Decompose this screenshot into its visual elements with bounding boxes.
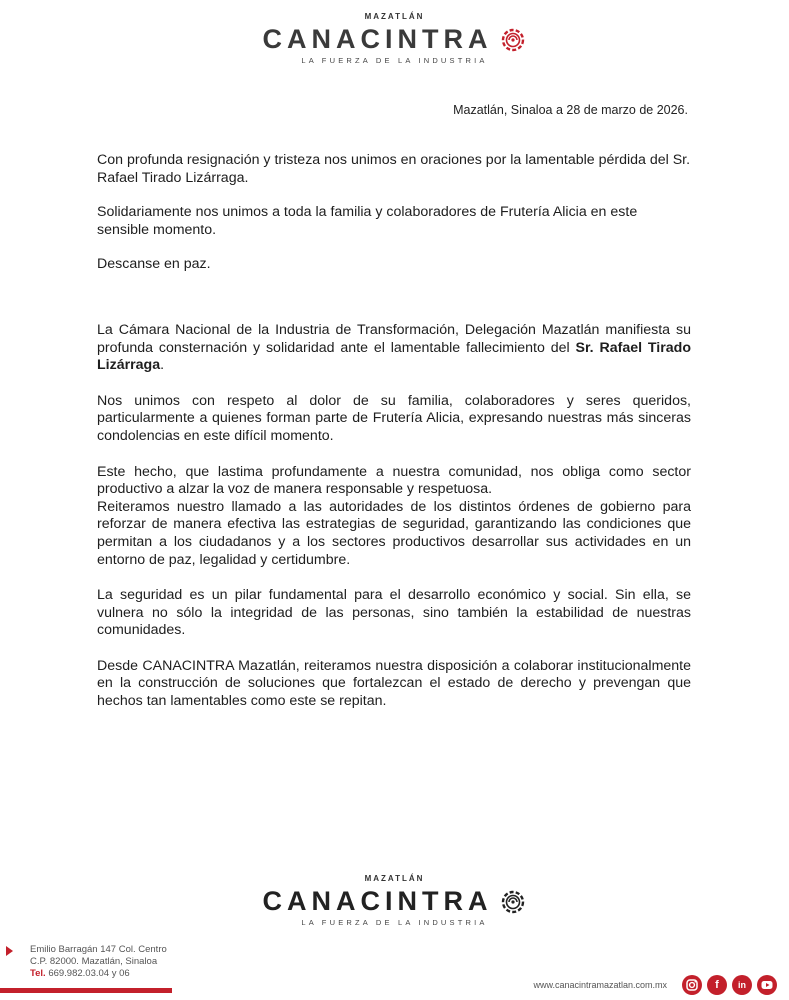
address-line-2: C.P. 82000. Mazatlán, Sinaloa — [30, 956, 158, 967]
date-line: Mazatlán, Sinaloa a 28 de marzo de 2026. — [453, 103, 688, 117]
footer-logo-brand: CANACINTRA — [262, 886, 493, 916]
footer-logo-tagline: LA FUERZA DE LA INDUSTRIA — [301, 918, 488, 927]
linkedin-icon[interactable]: in — [732, 975, 752, 995]
paragraph-chamber-statement — [97, 322, 691, 375]
footer-logo-row — [263, 886, 527, 917]
chamber-statement-end: . — [160, 357, 165, 374]
paragraph-security: La seguridad es un pilar fundamental para el desarrollo económico y social. Sin ella, se vulnera no sólo la integridad de las personas, sino también la estabilidad de nuestras comunidades. — [97, 587, 691, 639]
location-marker-icon — [6, 946, 13, 956]
paragraph-condolence-prayer: Con profunda resignación y tristeza nos unimos en oraciones por la lamentable pérdida del Sr. Rafael Tirado Lizárraga. — [97, 152, 691, 186]
footer-logo-city: MAZATLÁN — [364, 874, 425, 883]
header-logo — [0, 12, 789, 65]
chamber-statement-text: La Cámara Nacional de la Industria de Transformación, Delegación Mazatlán manifiesta su profunda consternación y solidaridad ante el lamentable fallecimiento del — [97, 321, 691, 356]
youtube-icon[interactable] — [757, 975, 777, 995]
facebook-icon[interactable]: f — [707, 975, 727, 995]
paragraph-community-impact: Este hecho, que lastima profundamente a nuestra comunidad, nos obliga como sector productivo a alzar la voz de manera responsable y respetuosa. — [97, 463, 691, 498]
footer-contact — [533, 975, 777, 995]
header-logo-brand: CANACINTRA — [262, 24, 493, 54]
footer-address — [0, 940, 200, 995]
header-logo-tagline: LA FUERZA DE LA INDUSTRIA — [301, 56, 488, 65]
address-line-1: Emilio Barragán 147 Col. Centro — [30, 944, 167, 955]
letter-body — [97, 152, 691, 711]
deceased-name: Sr. Rafael Tirado Lizárraga — [97, 339, 691, 374]
header-logo-row — [263, 24, 527, 55]
paragraph-solidarity: Solidariamente nos unimos a toda la familia y colaboradores de Frutería Alicia en este sensible momento. — [97, 204, 638, 238]
phone-number: 669.982.03.04 y 06 — [48, 968, 130, 979]
address-lines — [30, 944, 167, 980]
website-link[interactable]: www.canacintramazatlan.com.mx — [533, 980, 667, 990]
paragraph-call-to-authorities: Reiteramos nuestro llamado a las autoridades de los distintos órdenes de gobierno para reforzar de manera efectiva las estrategias de seguridad, garantizando las condiciones que permitan a los ciudadanos y a los sectores productivos desarrollar sus actividades en un entorno de paz, legalidad y certidumbre. — [97, 498, 691, 568]
paragraph-collaboration: Desde CANACINTRA Mazatlán, reiteramos nuestra disposición a colaborar institucionalmente en la construcción de soluciones que fortalezcan el estado de derecho y prevengan que hechos tan lamentables como este se repitan. — [97, 657, 691, 710]
paragraph-rest-in-peace: Descanse en paz. — [97, 256, 211, 273]
phone-line — [30, 968, 167, 980]
instagram-icon[interactable] — [682, 975, 702, 995]
footer-logo — [0, 874, 789, 927]
gear-logo-icon — [500, 27, 526, 53]
gear-logo-icon — [500, 889, 526, 915]
footer-accent-bar — [0, 988, 172, 993]
phone-label: Tel. — [30, 968, 46, 979]
paragraph-condolences: Nos unimos con respeto al dolor de su familia, colaboradores y seres queridos, particularmente a quienes forman parte de Frutería Alicia, expresando nuestras más sinceras condolencias en este difícil momento. — [97, 392, 691, 444]
header-logo-city: MAZATLÁN — [364, 12, 425, 21]
